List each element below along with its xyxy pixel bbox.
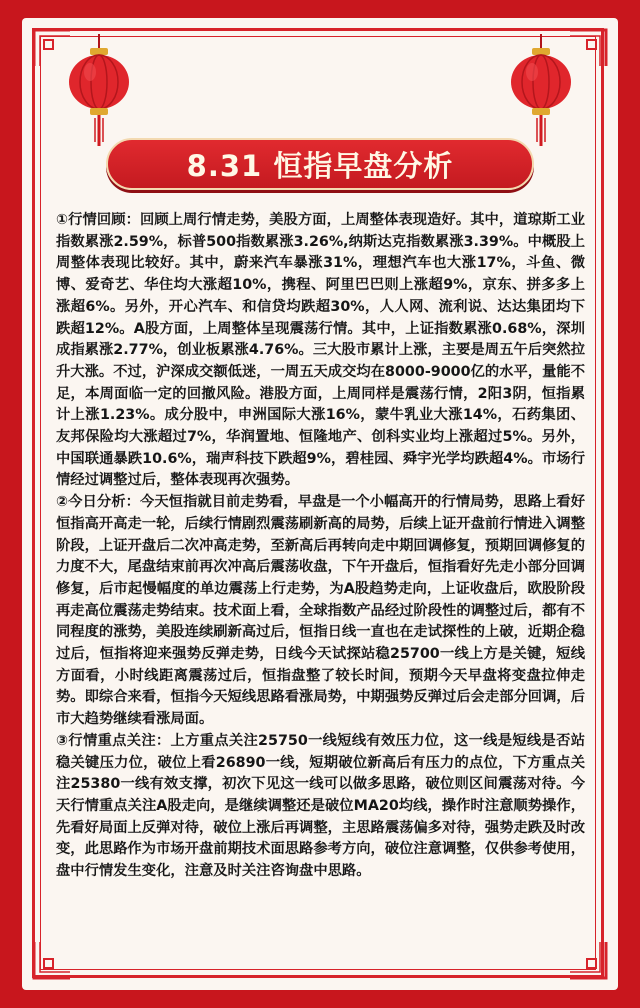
corner-ornament-icon — [30, 936, 76, 982]
paragraph-key-levels: ③行情重点关注：上方重点关注25750一线短线有效压力位，这一线是短线是否站稳关键压力位，破位上看26890一线，短期破位新高后有压力的点位，下方重点关注25380一线有效支撑，初次下见这一线可以做多思路，破位则区间震荡对待。今天行情重点关注A股走向，是继续调整还是破位MA20均线，操作时注意顺势操作，先看好局面上反弹对待，破位上涨后再调整，主思路震荡偏多对待，强势走跌及时改变，此思路作为市场开盘前期技术面思路参考方向，破位注意调整，仅供参考使用，盘中行情发生变化，注意及时关注咨询盘中思路。 — [56, 732, 585, 880]
red-lantern-icon — [508, 34, 574, 154]
red-lantern-icon — [66, 34, 132, 154]
page-title: 8.31 恒指早盘分析 — [186, 148, 454, 183]
corner-ornament-icon — [564, 936, 610, 982]
article-body — [56, 210, 585, 883]
title-banner — [106, 138, 534, 190]
paragraph-market-review: ①行情回顾：回顾上周行情走势，美股方面，上周整体表现造好。其中，道琼斯工业指数累涨2.59%，标普500指数累涨3.26%,纳斯达克指数累涨3.39%。中概股上周整体表现比较好。其中，蔚来汽车暴涨31%，理想汽车也大涨17%，斗鱼、微博、爱奇艺、华住均大涨超10%，携程、阿里巴巴则上涨超9%，京东、拼多多上涨超6%。另外，开心汽车、和信贷均跌超30%，人人网、流利说、达达集团均下跌超12%。A股方面，上周整体呈现震荡行情。其中，上证指数累涨0.68%，深圳成指累涨2.77%，创业板累涨4.76%。三大股市累计上涨，主要是周五午后突然拉升大涨。不过，沪深成交额低迷，一周五天成交均在8000-9000亿的水平，量能不足，本周面临一定的回撤风险。港股方面，上周同样是震荡行情，2阳3阴，恒指累计上涨1.23%。成分股中，申洲国际大涨16%，蒙牛乳业大涨14%，石药集团、友邦保险均大涨超过7%，华润置地、恒隆地产、创科实业均上涨超过5%。另外，中国联通暴跌10.6%，瑞声科技下跌超9%，碧桂园、舜宇光学均跌超4%。市场行情经过调整过后，整体表现再次强势。 — [56, 212, 585, 489]
paragraph-today-analysis: ②今日分析：今天恒指就目前走势看，早盘是一个小幅高开的行情局势，思路上看好恒指高开高走一轮，后续行情剧烈震荡刷新高的局势，后续上证开盘前行情进入调整阶段，上证开盘后二次冲高走势，至新高后再转向走中期回调修复，预期回调修复的力度不大，尾盘结束前再次冲高后震荡收盘，下午开盘后，恒指看好先走小部分回调修复，后市起慢幅度的单边震荡上行走势，为A股趋势走向，上证收盘后，欧股阶段再走高位震荡走势结束。技术面上看，全球指数产品经过阶段性的调整过后，都有不同程度的涨势，美股连续刷新高过后，恒指日线一直也在走试探性的上破，近期企稳过后，恒指将迎来强势反弹走势，日线今天试探站稳25700一线上方是关键，短线方面看，小时线距离震荡过后，恒指盘整了较长时间，预期今天早盘将变盘拉伸走势。即综合来看，恒指今天短线思路看涨局势，中期强势反弹过后会走部分回调，后市大趋势继续看涨局面。 — [56, 494, 585, 728]
